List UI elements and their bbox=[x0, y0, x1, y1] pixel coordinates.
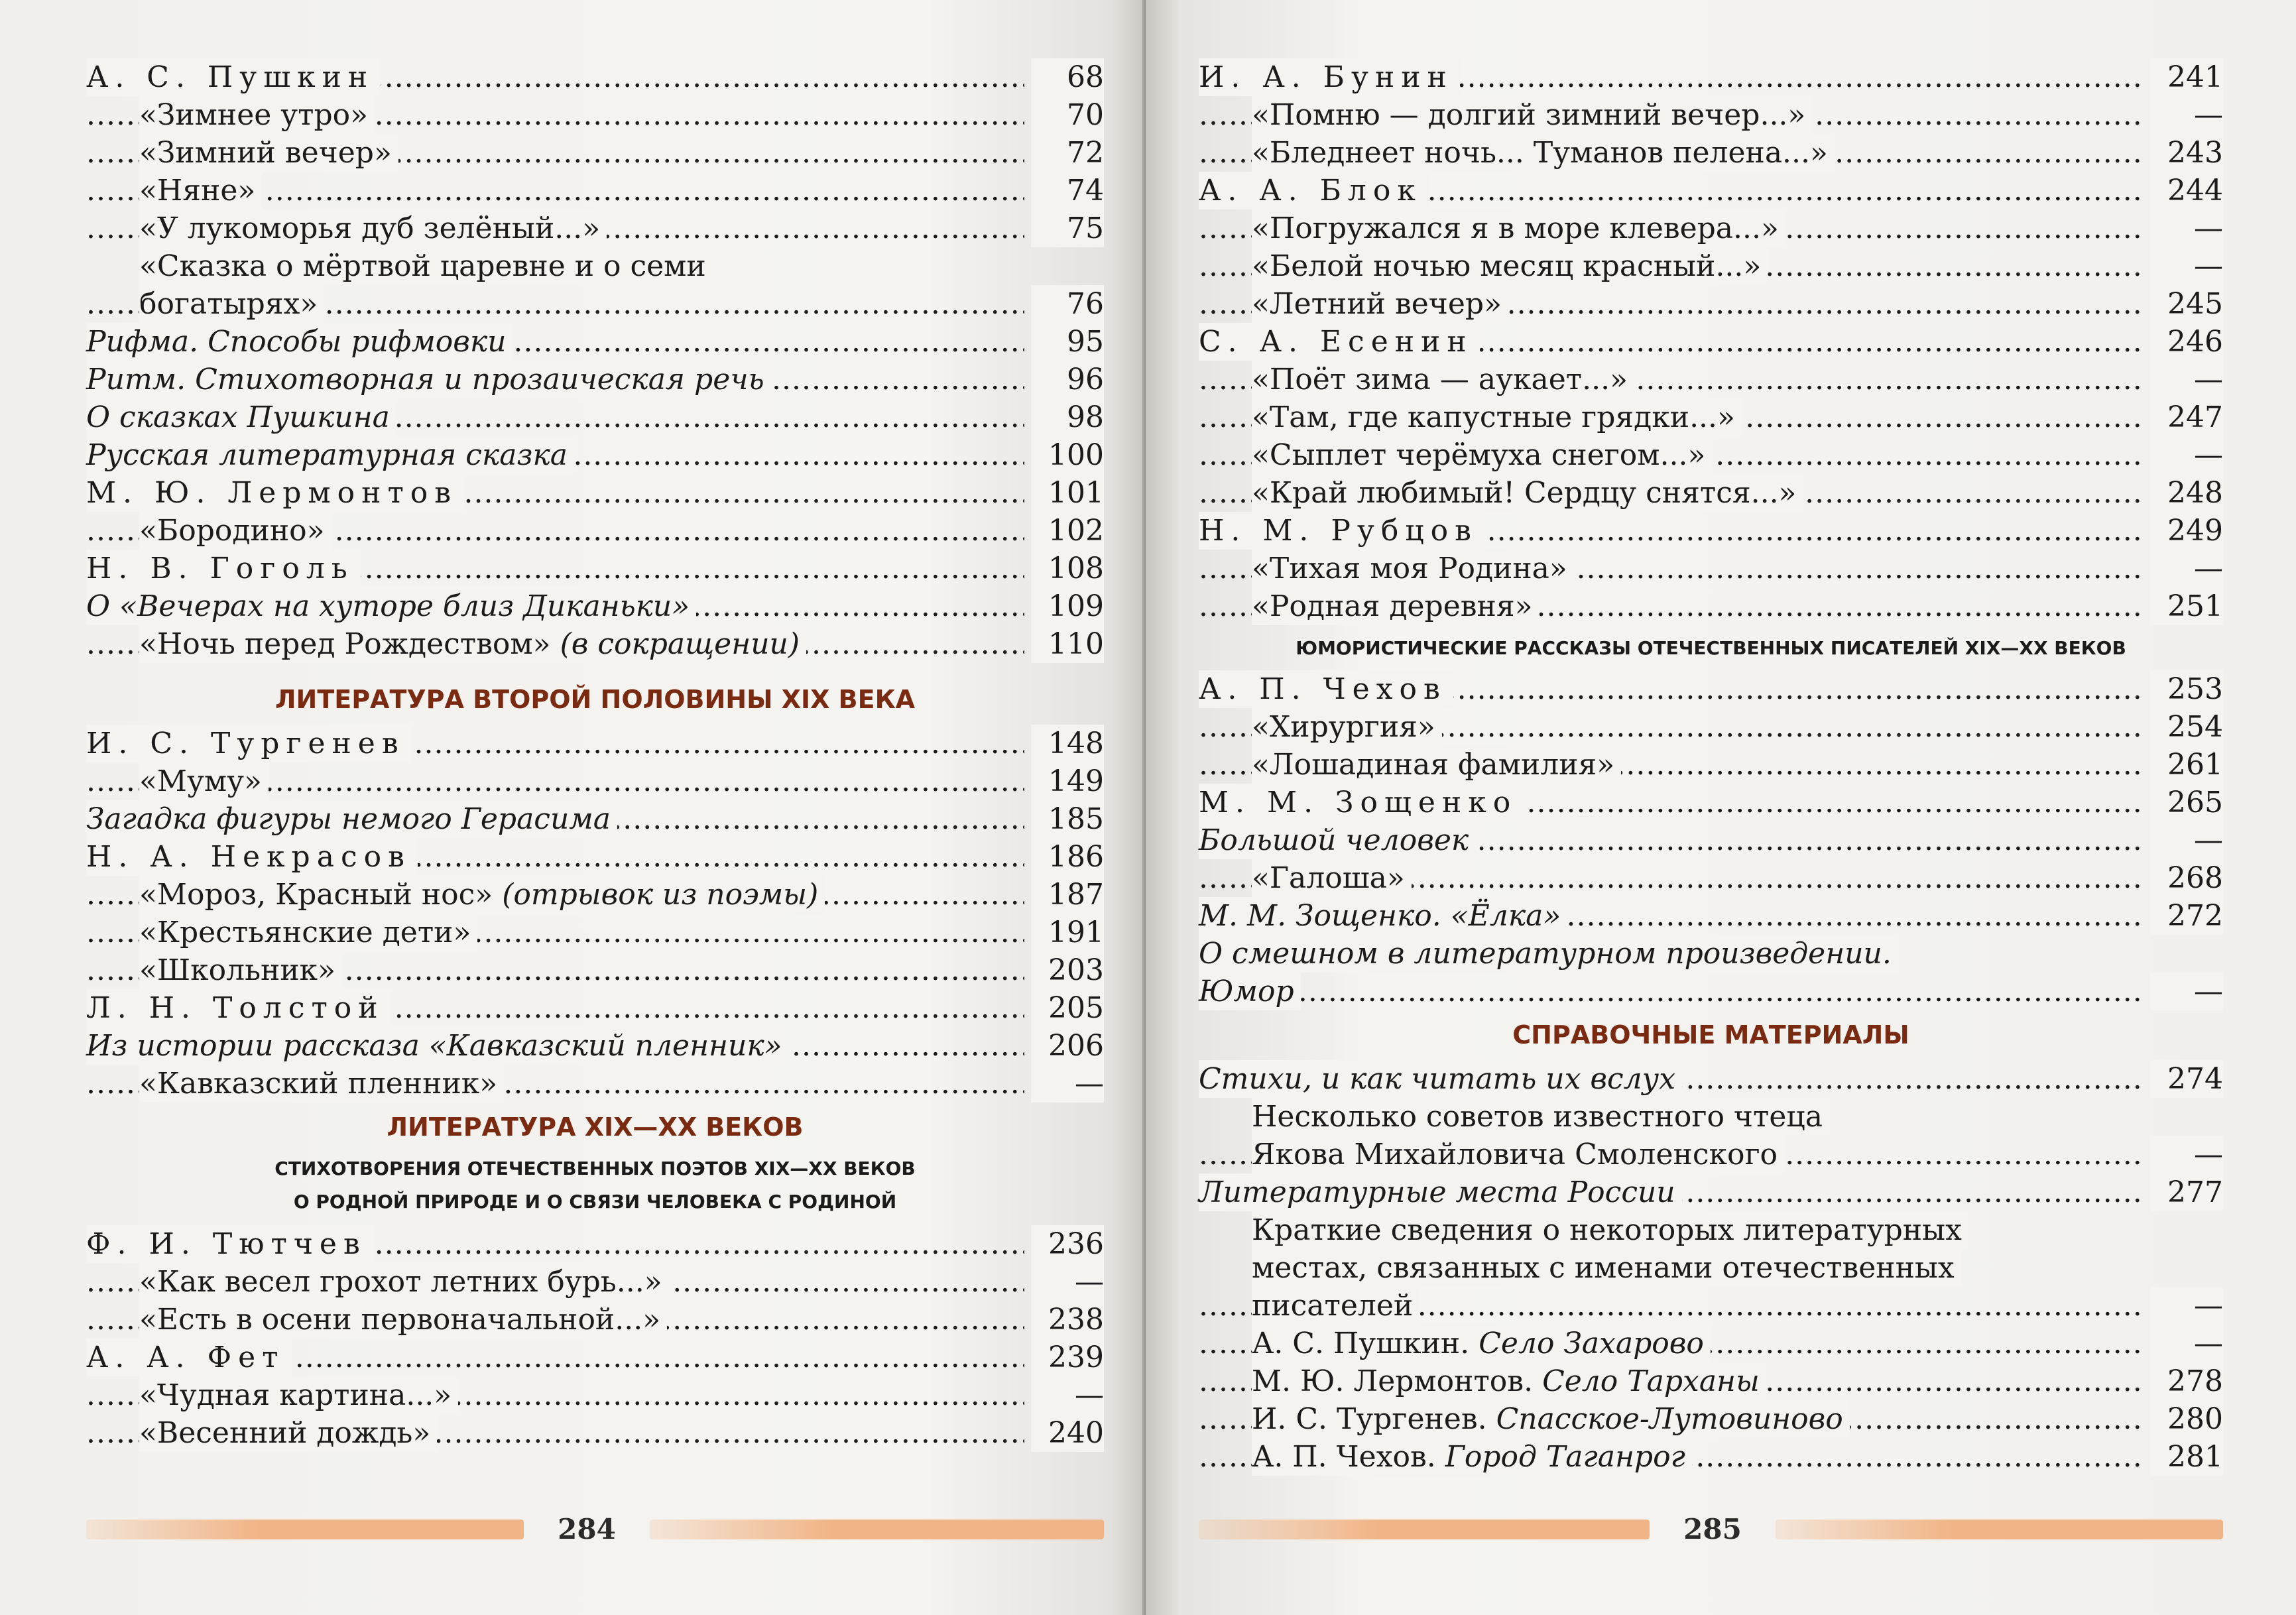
toc-entry bbox=[1199, 897, 2223, 935]
entry-title: Стихи, и как читать их вслух bbox=[1199, 1062, 1676, 1096]
toc-entry bbox=[86, 172, 1104, 209]
toc-entry bbox=[1199, 398, 2223, 436]
entry-title-extra: (в сокращении) bbox=[560, 627, 800, 661]
entry-title: Л. Н. Толстой bbox=[86, 991, 385, 1025]
toc-entry bbox=[1199, 973, 2223, 1010]
entry-page: 95 bbox=[1031, 323, 1104, 361]
toc-entry bbox=[1199, 361, 2223, 398]
toc-entry bbox=[1199, 746, 2223, 784]
toc-entry bbox=[86, 550, 1104, 587]
toc-entry bbox=[1199, 1060, 2223, 1098]
toc-entry bbox=[86, 134, 1104, 172]
entry-title: «Край любимый! Сердцу снятся...» bbox=[1252, 476, 1797, 510]
entry-page: 246 bbox=[2150, 323, 2223, 361]
entry-page: 72 bbox=[1031, 134, 1104, 172]
toc-entry bbox=[86, 285, 1104, 323]
page-number: 284 bbox=[558, 1513, 616, 1545]
toc-entry bbox=[1199, 512, 2223, 550]
toc-entry bbox=[1199, 1098, 2223, 1136]
section-heading: ЛИТЕРАТУРА ВТОРОЙ ПОЛОВИНЫ XIX ВЕКА bbox=[274, 685, 916, 714]
toc-entry bbox=[86, 361, 1104, 398]
entry-title: Рифма. Способы рифмовки bbox=[86, 325, 507, 359]
entry-title: Русская литературная сказка bbox=[86, 438, 568, 472]
entry-title-extra: Село Захарово bbox=[1479, 1327, 1704, 1360]
entry-page: 254 bbox=[2150, 708, 2223, 746]
entry-title: А. А. Фет bbox=[86, 1341, 285, 1374]
entry-title: Литературные места России bbox=[1199, 1175, 1675, 1209]
page-number: 285 bbox=[1683, 1513, 1742, 1545]
right-page bbox=[1146, 0, 2296, 1615]
entry-title: М. М. Зощенко bbox=[1199, 786, 1518, 819]
entry-page: 247 bbox=[2150, 398, 2223, 436]
entry-page: — bbox=[2150, 973, 2223, 1010]
entry-title: М. М. Зощенко. «Ёлка» bbox=[1199, 899, 1561, 933]
entry-page: 278 bbox=[2150, 1362, 2223, 1400]
entry-title: «Летний вечер» bbox=[1252, 287, 1502, 321]
entry-title: Юмор bbox=[1199, 975, 1294, 1008]
section-subheading: ЮМОРИСТИЧЕСКИЕ РАССКАЗЫ ОТЕЧЕСТВЕННЫХ ПИСАТЕЛЕЙ XIX—XX ВЕКОВ bbox=[1296, 637, 2126, 659]
entry-page: — bbox=[2150, 821, 2223, 859]
entry-page: 109 bbox=[1031, 587, 1104, 625]
toc-entry bbox=[1199, 935, 2223, 973]
entry-title: «Сказка о мёртвой царевне и о семи bbox=[139, 249, 706, 283]
toc-entry bbox=[1199, 323, 2223, 361]
entry-page: 241 bbox=[2150, 58, 2223, 96]
entry-title: «Крестьянские дети» bbox=[139, 916, 471, 949]
entry-page: — bbox=[2150, 436, 2223, 474]
entry-page: 244 bbox=[2150, 172, 2223, 209]
entry-title: «Хирургия» bbox=[1252, 710, 1435, 744]
entry-title: «Погружался я в море клевера...» bbox=[1252, 211, 1779, 245]
entry-title: «Как весел грохот летних бурь...» bbox=[139, 1265, 662, 1299]
toc-entry bbox=[86, 1301, 1104, 1339]
section-subheading: О РОДНОЙ ПРИРОДЕ И О СВЯЗИ ЧЕЛОВЕКА С РОДИНОЙ bbox=[293, 1191, 897, 1213]
entry-title: «Ночь перед Рождеством» bbox=[139, 627, 551, 661]
toc-entry bbox=[1199, 172, 2223, 209]
left-toc bbox=[86, 58, 1104, 1452]
entry-title-extra: Спасское-Лутовиново bbox=[1496, 1402, 1843, 1436]
entry-title: А. А. Блок bbox=[1199, 174, 1422, 208]
entry-title: Якова Михайловича Смоленского bbox=[1252, 1138, 1778, 1171]
entry-title: А. С. Пушкин. bbox=[1252, 1327, 1470, 1360]
entry-page: 274 bbox=[2150, 1060, 2223, 1098]
toc-entry bbox=[86, 800, 1104, 838]
toc-entry bbox=[1199, 1249, 2223, 1287]
entry-title: А. П. Чехов bbox=[1199, 672, 1447, 706]
entry-title: писателей bbox=[1252, 1289, 1414, 1323]
toc-entry bbox=[86, 247, 1104, 285]
entry-title: М. Ю. Лермонтов bbox=[86, 476, 458, 510]
right-footer bbox=[1199, 1513, 2223, 1546]
entry-title: О «Вечерах на хуторе близ Диканьки» bbox=[86, 589, 690, 623]
entry-title: «Мороз, Красный нос» bbox=[139, 878, 493, 912]
toc-entry bbox=[86, 876, 1104, 914]
entry-title: Большой человек bbox=[1199, 823, 1469, 857]
section-heading: СПРАВОЧНЫЕ МАТЕРИАЛЫ bbox=[1512, 1020, 1909, 1049]
toc-entry bbox=[86, 209, 1104, 247]
entry-title: Краткие сведения о некоторых литературных bbox=[1252, 1213, 1962, 1247]
entry-title: «Чудная картина...» bbox=[139, 1378, 452, 1412]
section-heading: ЛИТЕРАТУРА XIX—XX ВЕКОВ bbox=[387, 1112, 804, 1142]
toc-entry bbox=[1199, 1362, 2223, 1400]
toc-entry bbox=[86, 1263, 1104, 1301]
toc-entry bbox=[86, 1339, 1104, 1376]
entry-title: «Галоша» bbox=[1252, 861, 1405, 895]
entry-page: 261 bbox=[2150, 746, 2223, 784]
entry-title: А. П. Чехов. bbox=[1252, 1440, 1436, 1474]
toc-entry bbox=[86, 1225, 1104, 1263]
entry-page: 191 bbox=[1031, 914, 1104, 951]
toc-entry bbox=[1199, 247, 2223, 285]
entry-page: 280 bbox=[2150, 1400, 2223, 1438]
entry-page: 205 bbox=[1031, 989, 1104, 1027]
toc-entry bbox=[86, 989, 1104, 1027]
toc-entry bbox=[1199, 96, 2223, 134]
toc-entry bbox=[1199, 859, 2223, 897]
entry-title: «Тихая моя Родина» bbox=[1252, 552, 1567, 585]
entry-page: 68 bbox=[1031, 58, 1104, 96]
entry-title: Н. В. Гоголь bbox=[86, 552, 354, 585]
entry-page: 186 bbox=[1031, 838, 1104, 876]
toc-entry bbox=[86, 1027, 1104, 1065]
entry-title: А. С. Пушкин bbox=[86, 60, 375, 94]
entry-page: 101 bbox=[1031, 474, 1104, 512]
entry-page: 253 bbox=[2150, 670, 2223, 708]
entry-page: 149 bbox=[1031, 762, 1104, 800]
toc-entry bbox=[1199, 821, 2223, 859]
entry-title: «Няне» bbox=[139, 174, 256, 208]
toc-entry bbox=[1199, 550, 2223, 587]
entry-title: «Помню — долгий зимний вечер...» bbox=[1252, 98, 1806, 132]
entry-page: 108 bbox=[1031, 550, 1104, 587]
entry-page: — bbox=[2150, 96, 2223, 134]
entry-title: «Бородино» bbox=[139, 514, 325, 548]
entry-title-extra: (отрывок из поэмы) bbox=[502, 878, 819, 912]
entry-title: М. Ю. Лермонтов. bbox=[1252, 1364, 1534, 1398]
toc-entry bbox=[86, 512, 1104, 550]
entry-page: 240 bbox=[1031, 1414, 1104, 1452]
entry-title: «Сыплет черёмуха снегом...» bbox=[1252, 438, 1706, 472]
entry-title: «Зимний вечер» bbox=[139, 136, 392, 170]
entry-page: — bbox=[2150, 209, 2223, 247]
toc-entry bbox=[86, 1376, 1104, 1414]
toc-entry bbox=[86, 323, 1104, 361]
entry-page: 249 bbox=[2150, 512, 2223, 550]
toc-entry bbox=[86, 587, 1104, 625]
entry-page: 102 bbox=[1031, 512, 1104, 550]
entry-title: «Белой ночью месяц красный...» bbox=[1252, 249, 1762, 283]
entry-page: — bbox=[1031, 1376, 1104, 1414]
entry-title-extra: Село Тарханы bbox=[1542, 1364, 1760, 1398]
entry-page: 70 bbox=[1031, 96, 1104, 134]
toc-entry bbox=[1199, 784, 2223, 821]
toc-entry bbox=[86, 398, 1104, 436]
entry-page: 277 bbox=[2150, 1173, 2223, 1211]
right-toc bbox=[1199, 58, 2223, 1476]
entry-page: 238 bbox=[1031, 1301, 1104, 1339]
entry-page: 239 bbox=[1031, 1339, 1104, 1376]
entry-page: 265 bbox=[2150, 784, 2223, 821]
entry-title: Загадка фигуры немого Герасима bbox=[86, 802, 611, 836]
leader-dots bbox=[1199, 973, 2144, 1010]
entry-title: «Там, где капустные грядки...» bbox=[1252, 400, 1735, 434]
entry-title: Н. М. Рубцов bbox=[1199, 514, 1478, 548]
entry-page: 100 bbox=[1031, 436, 1104, 474]
toc-entry bbox=[1199, 1325, 2223, 1362]
toc-entry bbox=[86, 1065, 1104, 1103]
toc-entry bbox=[86, 625, 1104, 663]
entry-title: Несколько советов известного чтеца bbox=[1252, 1100, 1823, 1134]
entry-page: 251 bbox=[2150, 587, 2223, 625]
entry-title: «Школьник» bbox=[139, 953, 336, 987]
toc-entry bbox=[1199, 1136, 2223, 1173]
left-page bbox=[0, 0, 1146, 1615]
entry-title: О смешном в литературном произведении. bbox=[1199, 937, 1892, 971]
entry-title: «Поёт зима — аукает...» bbox=[1252, 363, 1628, 396]
entry-title: «У лукоморья дуб зелёный...» bbox=[139, 211, 601, 245]
toc-entry bbox=[86, 838, 1104, 876]
entry-page: 243 bbox=[2150, 134, 2223, 172]
toc-entry bbox=[86, 1414, 1104, 1452]
left-footer bbox=[86, 1513, 1104, 1546]
entry-title: С. А. Есенин bbox=[1199, 325, 1473, 359]
entry-title: «Есть в осени первоначальной...» bbox=[139, 1303, 661, 1337]
entry-page: 110 bbox=[1031, 625, 1104, 663]
toc-entry bbox=[1199, 436, 2223, 474]
entry-title: «Лошадиная фамилия» bbox=[1252, 748, 1615, 782]
entry-page: 148 bbox=[1031, 725, 1104, 762]
toc-entry bbox=[86, 474, 1104, 512]
toc-entry bbox=[1199, 58, 2223, 96]
entry-title: богатырях» bbox=[139, 287, 318, 321]
toc-entry bbox=[1199, 708, 2223, 746]
entry-page: 203 bbox=[1031, 951, 1104, 989]
entry-title: О сказках Пушкина bbox=[86, 400, 390, 434]
toc-entry bbox=[1199, 134, 2223, 172]
toc-entry bbox=[86, 96, 1104, 134]
entry-title: Ф. И. Тютчев bbox=[86, 1227, 367, 1261]
entry-title-extra: Город Таганрог bbox=[1445, 1440, 1685, 1474]
entry-title: Ритм. Стихотворная и прозаическая речь bbox=[86, 363, 764, 396]
entry-page: 76 bbox=[1031, 285, 1104, 323]
entry-title: «Родная деревня» bbox=[1252, 589, 1533, 623]
toc-entry bbox=[86, 725, 1104, 762]
entry-page: 187 bbox=[1031, 876, 1104, 914]
toc-entry bbox=[1199, 1173, 2223, 1211]
entry-title: Н. А. Некрасов bbox=[86, 840, 411, 874]
toc-entry bbox=[1199, 1211, 2223, 1249]
entry-page: 245 bbox=[2150, 285, 2223, 323]
entry-title: И. А. Бунин bbox=[1199, 60, 1453, 94]
entry-title: «Зимнее утро» bbox=[139, 98, 369, 132]
toc-entry bbox=[86, 951, 1104, 989]
entry-page: — bbox=[2150, 1325, 2223, 1362]
toc-entry bbox=[86, 762, 1104, 800]
toc-entry bbox=[1199, 209, 2223, 247]
toc-entry bbox=[86, 58, 1104, 96]
entry-page: 248 bbox=[2150, 474, 2223, 512]
entry-page: — bbox=[2150, 550, 2223, 587]
entry-page: 281 bbox=[2150, 1438, 2223, 1476]
toc-entry bbox=[86, 914, 1104, 951]
entry-page: 75 bbox=[1031, 209, 1104, 247]
section-subheading: СТИХОТВОРЕНИЯ ОТЕЧЕСТВЕННЫХ ПОЭТОВ XIX—XX ВЕКОВ bbox=[274, 1158, 916, 1179]
toc-entry bbox=[1199, 1287, 2223, 1325]
entry-title: «Кавказский пленник» bbox=[139, 1067, 498, 1101]
toc-entry bbox=[1199, 670, 2223, 708]
entry-page: — bbox=[2150, 1287, 2223, 1325]
entry-title: «Муму» bbox=[139, 764, 262, 798]
entry-title: И. С. Тургенев. bbox=[1252, 1402, 1487, 1436]
entry-title: местах, связанных с именами отечественных bbox=[1252, 1251, 1955, 1285]
toc-entry bbox=[1199, 587, 2223, 625]
entry-title: «Весенний дождь» bbox=[139, 1416, 431, 1450]
entry-title: Из истории рассказа «Кавказский пленник» bbox=[86, 1029, 782, 1063]
entry-title: И. С. Тургенев bbox=[86, 727, 405, 760]
entry-page: — bbox=[2150, 1136, 2223, 1173]
entry-page: 272 bbox=[2150, 897, 2223, 935]
entry-page: 74 bbox=[1031, 172, 1104, 209]
entry-page: — bbox=[1031, 1263, 1104, 1301]
entry-page: 185 bbox=[1031, 800, 1104, 838]
toc-entry bbox=[1199, 285, 2223, 323]
entry-page: 268 bbox=[2150, 859, 2223, 897]
toc-entry bbox=[1199, 1400, 2223, 1438]
toc-entry bbox=[86, 436, 1104, 474]
entry-page: 236 bbox=[1031, 1225, 1104, 1263]
entry-page: 98 bbox=[1031, 398, 1104, 436]
entry-page: — bbox=[2150, 247, 2223, 285]
entry-page: 206 bbox=[1031, 1027, 1104, 1065]
entry-page: — bbox=[1031, 1065, 1104, 1103]
entry-title: «Бледнеет ночь... Туманов пелена...» bbox=[1252, 136, 1828, 170]
toc-entry bbox=[1199, 474, 2223, 512]
entry-page: — bbox=[2150, 361, 2223, 398]
entry-page: 96 bbox=[1031, 361, 1104, 398]
toc-entry bbox=[1199, 1438, 2223, 1476]
